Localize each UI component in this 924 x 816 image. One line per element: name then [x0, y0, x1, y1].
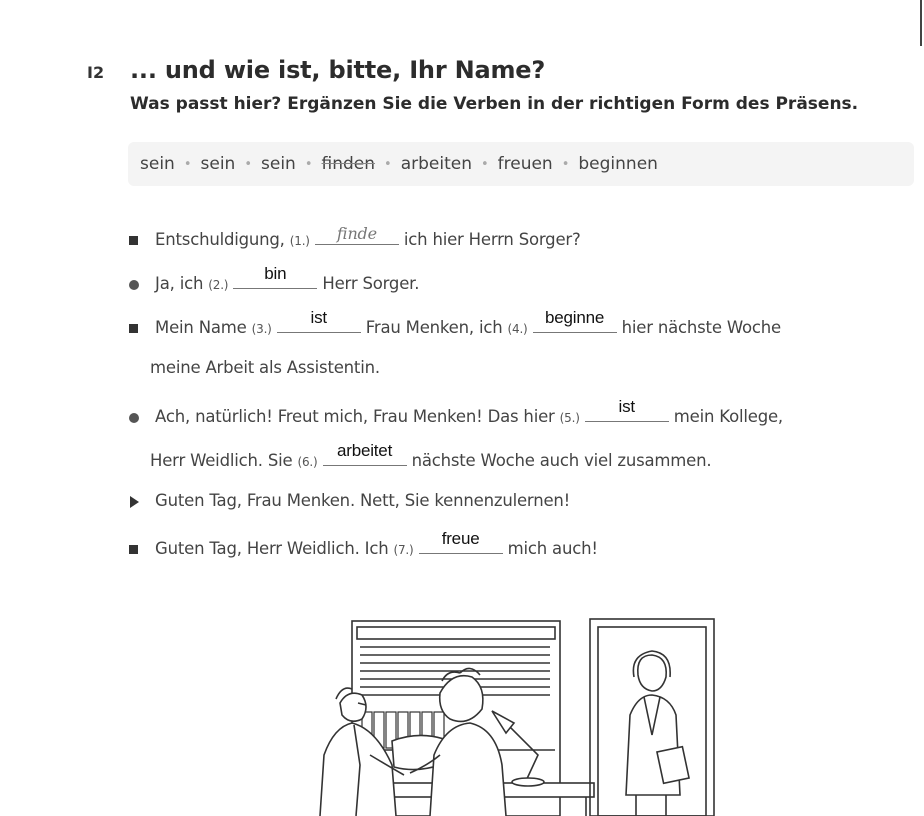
answer-text: ist: [618, 397, 635, 416]
line-text: Ja, ich: [155, 274, 204, 293]
separator-dot: •: [183, 156, 192, 172]
answer-text: beginne: [545, 308, 605, 327]
word-item: sein: [140, 154, 175, 174]
word-item: sein: [200, 154, 236, 174]
answer-text: freue: [441, 529, 480, 548]
gap-number: (6.): [297, 455, 318, 469]
line-text: Guten Tag, Herr Weidlich. Ich: [155, 539, 389, 558]
line-text: Herr Sorger.: [322, 274, 420, 293]
answer-blank-7[interactable]: [419, 529, 503, 554]
word-item: sein: [261, 154, 296, 174]
dialogue-line-5: [128, 397, 783, 426]
dialogue-line-2: [128, 264, 420, 293]
line-text: Guten Tag, Frau Menken. Nett, Sie kennenzulernen!: [155, 491, 571, 510]
answer-text: arbeitet: [336, 441, 393, 460]
answer-blank-5[interactable]: [585, 397, 669, 422]
line-text: Frau Menken, ich: [365, 318, 503, 337]
answer-blank-3[interactable]: [277, 308, 361, 333]
page-edge-line: [920, 0, 922, 46]
line-text: Ach, natürlich! Freut mich, Frau Menken! Das hier: [155, 407, 555, 426]
answer-blank-6[interactable]: [323, 441, 407, 466]
answer-text: ist: [310, 308, 327, 327]
word-item: beginnen: [578, 154, 658, 174]
exercise-number: I2: [87, 63, 105, 82]
dialogue-line-8: [128, 529, 598, 558]
separator-dot: •: [244, 156, 252, 172]
line-text: hier nächste Woche: [621, 318, 781, 337]
line-text: mich auch!: [507, 539, 598, 558]
line-text: mein Kollege,: [673, 407, 783, 426]
separator-dot: •: [304, 156, 313, 172]
word-item: arbeiten: [400, 154, 472, 174]
office-illustration: [300, 615, 730, 816]
separator-dot: •: [384, 156, 392, 172]
line-text: Herr Weidlich. Sie: [150, 451, 293, 470]
answer-blank-4[interactable]: [533, 308, 617, 333]
dialogue-line-1: [128, 226, 581, 249]
dialogue-line-3: [128, 308, 781, 337]
line-text: ich hier Herrn Sorger?: [403, 230, 581, 249]
answer-blank-1[interactable]: [315, 226, 399, 245]
dialogue-line-6: [150, 441, 712, 470]
dialogue-line-4: [150, 358, 380, 377]
line-text: Entschuldigung,: [155, 230, 285, 249]
exercise-title: ... und wie ist, bitte, Ihr Name?: [130, 56, 546, 84]
line-text: Mein Name: [155, 318, 247, 337]
separator-dot: •: [480, 156, 489, 172]
exercise-instruction: Was passt hier? Ergänzen Sie die Verben in der richtigen Form des Präsens.: [130, 94, 859, 114]
answer-blank-2[interactable]: [233, 264, 317, 289]
gap-number: (1.): [289, 234, 310, 248]
gap-number: (4.): [507, 322, 528, 336]
word-box: [128, 142, 914, 186]
dialogue-line-7: [128, 491, 570, 510]
gap-number: (5.): [559, 411, 580, 425]
word-item: freuen: [497, 154, 553, 174]
answer-text: bin: [264, 264, 287, 283]
gap-number: (3.): [251, 322, 272, 336]
gap-number: (2.): [208, 278, 229, 292]
line-text: nächste Woche auch viel zusammen.: [411, 451, 712, 470]
separator-dot: •: [561, 156, 570, 172]
gap-number: (7.): [393, 543, 414, 557]
answer-text: finde: [336, 224, 377, 243]
word-item: finden: [321, 154, 376, 174]
line-text: meine Arbeit als Assistentin.: [150, 358, 380, 377]
